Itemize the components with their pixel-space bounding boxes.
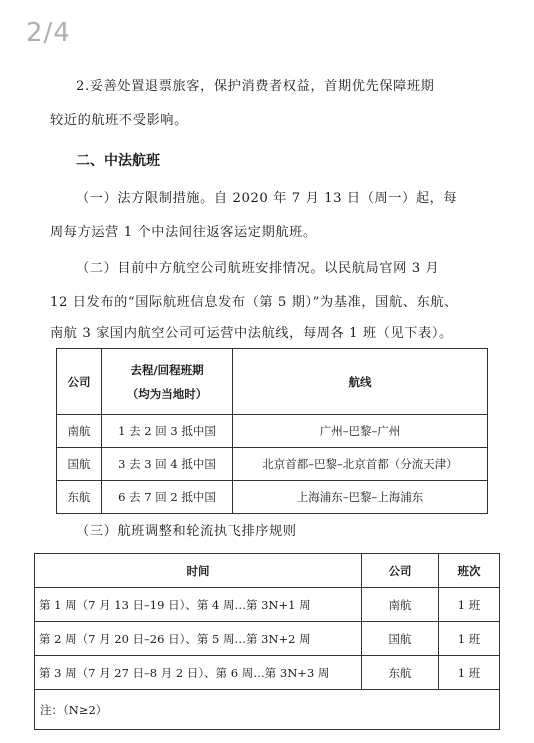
cell-company: 南航 [362,588,439,622]
cell-company: 国航 [362,622,439,656]
table-row [57,448,488,481]
header-schedule-line1: 去程/回程班期 [130,362,204,377]
table-row [35,656,500,690]
cell-time: 第 3 周（7 月 27 日–8 月 2 日）、第 6 周…第 3N+3 周 [35,656,362,690]
section-heading: 二、中法航班 [76,153,160,169]
paragraph-3-line-3: 南航 3 家国内航空公司可运营中法航线，每周各 1 班（见下表）。 [50,326,453,341]
header-time: 时间 [35,554,362,588]
paragraph-1-line-1: 2.妥善处置退票旅客，保护消费者权益，首期优先保障班期 [76,79,435,94]
cell-schedule: 6 去 7 回 2 抵中国 [102,481,233,514]
header-route: 航线 [233,349,488,415]
header-schedule-line2: （均为当地时） [126,386,208,401]
paragraph-3-line-1: （二）目前中方航空公司航班安排情况。以民航局官网 3 月 [76,261,440,276]
table-header-row [35,554,500,588]
airline-schedule-table [56,348,488,514]
table-row [35,622,500,656]
table-row [35,588,500,622]
table-note-row [35,690,500,730]
table-row [57,481,488,514]
cell-flights: 1 班 [439,588,500,622]
cell-company: 东航 [362,656,439,690]
header-flights: 班次 [439,554,500,588]
page-indicator: 2/4 [26,18,71,48]
cell-company: 东航 [57,481,102,514]
paragraph-1-line-2: 较近的航班不受影响。 [50,113,188,128]
cell-time: 第 1 周（7 月 13 日–19 日）、第 4 周…第 3N+1 周 [35,588,362,622]
paragraph-2-line-1: （一）法方限制措施。自 2020 年 7 月 13 日（周一）起，每 [76,191,458,206]
cell-company: 南航 [57,415,102,448]
paragraph-4-line-1: （三）航班调整和轮流执飞排序规则 [76,524,297,539]
cell-company: 国航 [57,448,102,481]
table-row [57,415,488,448]
paragraph-2-line-2: 周每方运营 1 个中法间往返客运定期航班。 [50,225,317,240]
cell-route: 北京首都–巴黎–北京首都（分流天津） [233,448,488,481]
cell-schedule: 3 去 3 回 4 抵中国 [102,448,233,481]
header-company: 公司 [57,349,102,415]
cell-flights: 1 班 [439,656,500,690]
rotation-rule-table [34,553,500,730]
cell-route: 广州–巴黎–广州 [233,415,488,448]
cell-route: 上海浦东–巴黎–上海浦东 [233,481,488,514]
cell-time: 第 2 周（7 月 20 日–26 日）、第 5 周…第 3N+2 周 [35,622,362,656]
table-note: 注：（N≥2） [35,690,500,730]
table-header-row [57,349,488,415]
cell-flights: 1 班 [439,622,500,656]
cell-schedule: 1 去 2 回 3 抵中国 [102,415,233,448]
header-schedule [102,349,233,415]
header-company: 公司 [362,554,439,588]
paragraph-3-line-2: 12 日发布的“国际航班信息发布（第 5 期）”为基准，国航、东航、 [50,295,458,310]
